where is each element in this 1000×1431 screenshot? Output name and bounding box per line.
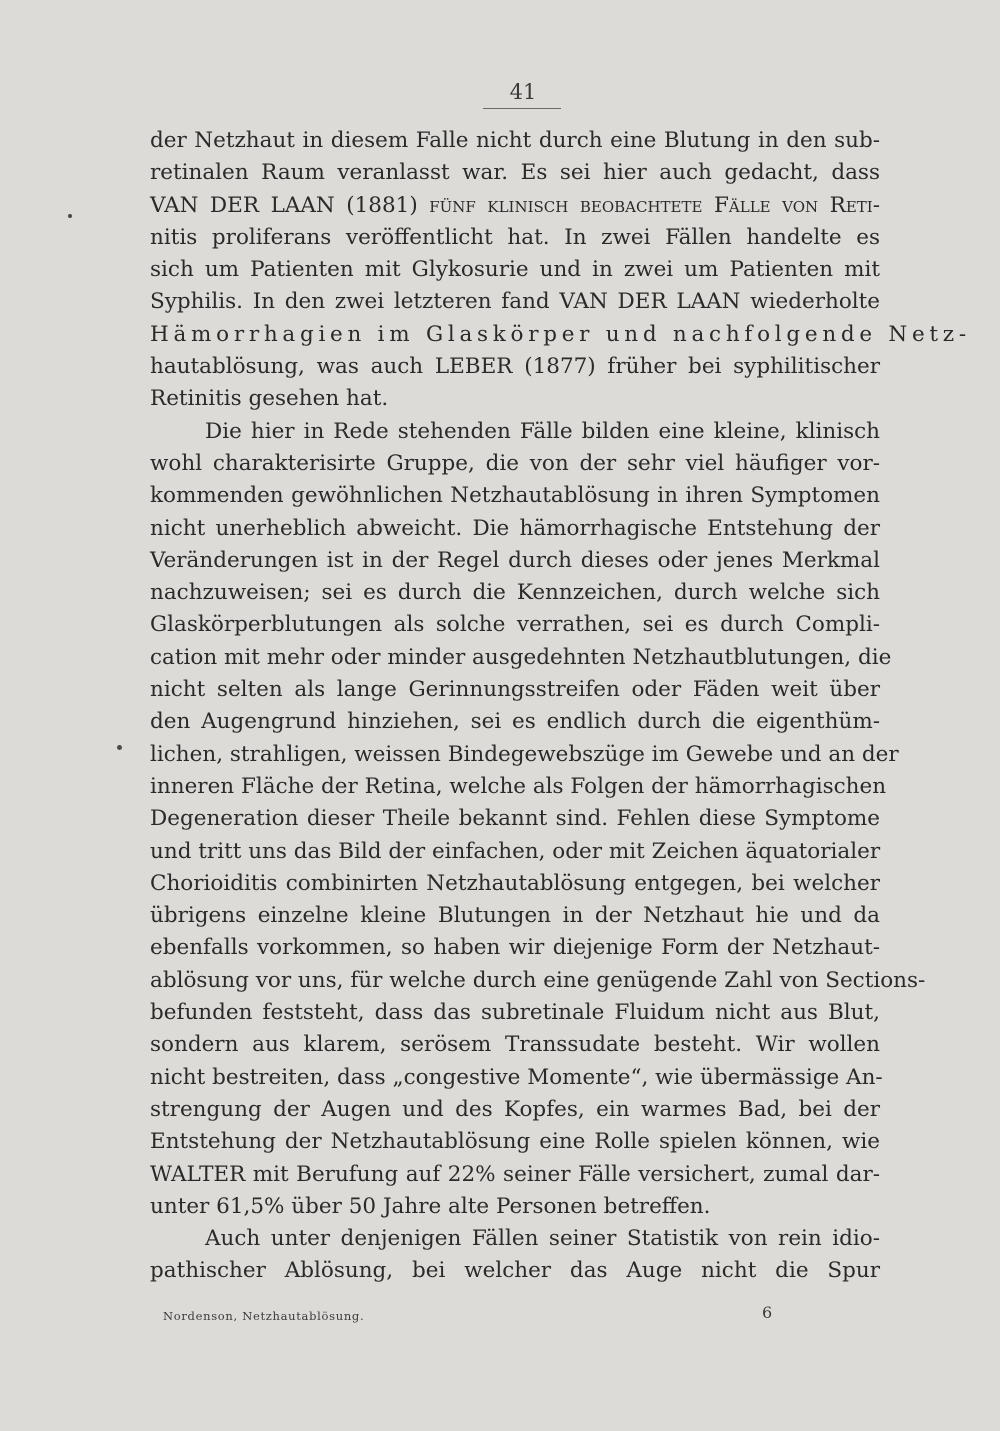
- text-line: Chorioiditis combinirten Netzhautablösung entgegen, bei welcher: [150, 870, 880, 896]
- text-line: nicht unerheblich abweicht. Die hämorrhagische Entstehung der: [150, 515, 880, 541]
- text-line: der Netzhaut in diesem Falle nicht durch eine Blutung in den sub-: [150, 128, 880, 153]
- text-line: WALTER mit Berufung auf 22% seiner Fälle versichert, zumal dar-: [150, 1161, 880, 1187]
- text-line: strengung der Augen und des Kopfes, ein warmes Bad, bei der: [150, 1096, 880, 1122]
- text-line: lichen, strahligen, weissen Bindegewebszüge im Gewebe und an der: [150, 741, 899, 767]
- text-line: Syphilis. In den zwei letzteren fand VAN DER LAAN wiederholte: [150, 289, 880, 315]
- text-line: inneren Fläche der Retina, welche als Folgen der hämorrhagischen: [150, 773, 887, 799]
- text-line: befunden feststeht, dass das subretinale Fluidum nicht aus Blut,: [150, 1000, 880, 1026]
- text-line: retinalen Raum veranlasst war. Es sei hier auch gedacht, dass: [150, 160, 880, 186]
- text-line: hautablösung, was auch LEBER (1877) früher bei syphilitischer: [150, 354, 880, 380]
- text-line: Veränderungen ist in der Regel durch dieses oder jenes Merkmal: [150, 547, 880, 573]
- text-line: ablösung vor uns, für welche durch eine genügende Zahl von Sections-: [150, 967, 926, 993]
- text-line: übrigens einzelne kleine Blutungen in der Netzhaut hie und da: [150, 903, 880, 929]
- text-line: Die hier in Rede stehenden Fälle bilden eine kleine, klinisch: [205, 418, 880, 444]
- text-line: und tritt uns das Bild der einfachen, oder mit Zeichen äquatorialer: [150, 838, 881, 864]
- body-text: [150, 125, 971, 1288]
- text-line: unter 61,5% über 50 Jahre alte Personen betreffen.: [150, 1193, 711, 1219]
- text-line: cation mit mehr oder minder ausgedehnten Netzhautblutungen, die: [150, 644, 892, 670]
- page-number-rule: [483, 108, 561, 109]
- paper-speck: [68, 214, 72, 218]
- text-line: pathischer Ablösung, bei welcher das Auge nicht die Spur: [150, 1258, 880, 1284]
- text-line: nicht bestreiten, dass „congestive Momente“, wie übermässige An-: [150, 1064, 883, 1090]
- running-footer-title: Nordenson, Netzhautablösung.: [163, 1309, 365, 1323]
- text-line: Hämorrhagien im Glaskörper und nachfolgende Netz-: [150, 321, 971, 347]
- text-line: sondern aus klarem, serösem Transsudate besteht. Wir wollen: [150, 1032, 880, 1058]
- signature-mark: 6: [762, 1303, 773, 1322]
- paper-speck: [117, 745, 122, 750]
- text-line: nitis proliferans veröffentlicht hat. In zwei Fällen handelte es: [150, 224, 880, 250]
- text-line: ebenfalls vorkommen, so haben wir diejenige Form der Netzhaut-: [150, 935, 880, 961]
- text-line: Retinitis gesehen hat.: [150, 386, 389, 412]
- text-line: den Augengrund hinziehen, sei es endlich durch die eigenthüm-: [150, 709, 880, 735]
- text-line: Auch unter denjenigen Fällen seiner Statistik von rein idio-: [205, 1226, 880, 1252]
- text-line: nicht selten als lange Gerinnungsstreifen oder Fäden weit über: [150, 677, 880, 703]
- text-line: VAN DER LAAN (1881) fünf klinisch beobachtete Fälle von Reti-: [150, 192, 880, 218]
- text-line: sich um Patienten mit Glykosurie und in zwei um Patienten mit: [150, 257, 880, 283]
- text-line: Entstehung der Netzhautablösung eine Rolle spielen können, wie: [150, 1129, 880, 1155]
- text-line: kommenden gewöhnlichen Netzhautablösung in ihren Symptomen: [150, 483, 880, 509]
- text-line: Glaskörperblutungen als solche verrathen, sei es durch Compli-: [150, 612, 880, 638]
- text-line: wohl charakterisirte Gruppe, die von der sehr viel häufiger vor-: [150, 450, 880, 476]
- page-number: 41: [509, 80, 537, 104]
- text-line: nachzuweisen; sei es durch die Kennzeichen, durch welche sich: [150, 580, 880, 606]
- text-line: Degeneration dieser Theile bekannt sind. Fehlen diese Symptome: [150, 806, 880, 832]
